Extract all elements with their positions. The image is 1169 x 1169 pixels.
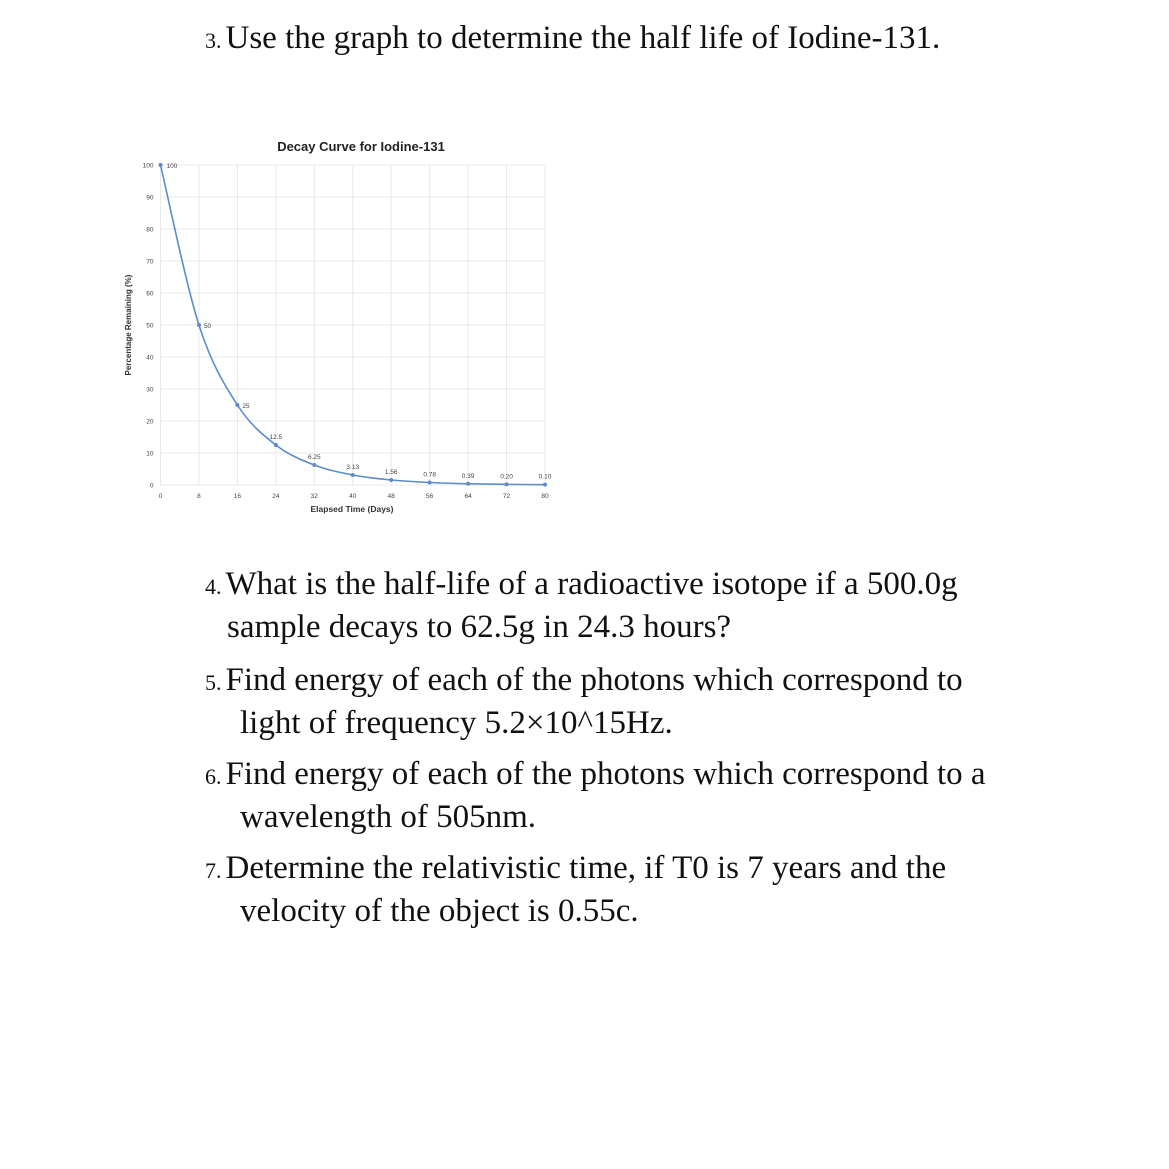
data-point xyxy=(543,483,547,487)
data-point xyxy=(159,163,163,167)
question-text: Use the graph to determine the half life of Iodine-131. xyxy=(225,20,941,56)
question-4 xyxy=(205,564,958,648)
y-tick-label: 0 xyxy=(149,482,154,490)
question-6 xyxy=(205,754,986,838)
data-point xyxy=(235,403,239,407)
data-label: 100 xyxy=(166,163,178,170)
x-tick-label: 48 xyxy=(387,493,395,500)
data-label: 0.20 xyxy=(500,473,513,481)
y-axis-title: Percentage Remaining (%) xyxy=(124,274,133,376)
y-tick-label: 90 xyxy=(146,194,154,202)
data-point xyxy=(466,482,470,486)
data-label: 3.13 xyxy=(346,463,360,471)
data-point xyxy=(505,482,509,486)
y-tick-label: 70 xyxy=(146,258,154,266)
data-label: 1.56 xyxy=(384,469,398,477)
data-label: 0.10 xyxy=(538,473,552,481)
data-point xyxy=(197,323,201,327)
x-tick-label: 8 xyxy=(197,493,201,500)
data-point xyxy=(312,463,316,467)
data-label: 50 xyxy=(203,323,212,330)
data-point xyxy=(389,478,393,482)
question-text: Find energy of each of the photons which correspond to xyxy=(225,662,963,698)
question-text-continued: wavelength of 505nm. xyxy=(240,799,537,835)
question-number: 3. xyxy=(205,28,222,53)
x-axis-title: Elapsed Time (Days) xyxy=(310,504,394,514)
data-label: 12.5 xyxy=(269,434,283,441)
y-tick-label: 30 xyxy=(146,386,154,394)
question-3 xyxy=(205,18,940,61)
y-tick-label: 10 xyxy=(146,450,154,458)
question-5 xyxy=(205,660,963,744)
y-tick-label: 50 xyxy=(146,322,154,330)
x-tick-label: 64 xyxy=(464,493,472,500)
y-tick-label: 60 xyxy=(146,290,154,298)
question-number: 6. xyxy=(205,764,222,789)
question-text: Find energy of each of the photons which correspond to a xyxy=(225,756,986,792)
y-tick-label: 80 xyxy=(146,226,154,234)
data-label: 25 xyxy=(242,403,250,410)
question-text: Determine the relativistic time, if T0 is 7 years and the xyxy=(225,850,947,886)
question-number: 7. xyxy=(205,858,222,883)
data-label: 6.25 xyxy=(307,454,321,461)
y-tick-label: 40 xyxy=(146,354,154,362)
x-tick-label: 24 xyxy=(272,493,280,500)
data-point xyxy=(351,473,355,477)
x-tick-label: 16 xyxy=(233,493,242,500)
decay-chart xyxy=(120,130,570,530)
y-tick-label: 100 xyxy=(142,162,154,170)
question-7 xyxy=(205,848,946,932)
data-label: 0.39 xyxy=(461,472,475,480)
y-tick-label: 20 xyxy=(146,418,154,426)
x-tick-label: 32 xyxy=(310,493,318,500)
question-number: 5. xyxy=(205,670,222,695)
question-text-continued: velocity of the object is 0.55c. xyxy=(240,893,639,929)
question-text-continued: sample decays to 62.5g in 24.3 hours? xyxy=(227,609,732,645)
x-tick-label: 56 xyxy=(426,493,434,500)
data-point xyxy=(428,481,432,485)
data-label: 0.78 xyxy=(423,471,436,479)
question-number: 4. xyxy=(205,574,222,599)
x-tick-label: 0 xyxy=(158,493,163,500)
x-tick-label: 80 xyxy=(541,493,549,500)
data-point xyxy=(274,443,278,447)
question-text: What is the half-life of a radioactive isotope if a 500.0g xyxy=(225,566,958,602)
chart-title: Decay Curve for Iodine-131 xyxy=(277,139,445,154)
x-tick-label: 40 xyxy=(349,493,357,500)
question-text-continued: light of frequency 5.2×10^15Hz. xyxy=(240,705,673,741)
x-tick-label: 72 xyxy=(502,493,511,500)
